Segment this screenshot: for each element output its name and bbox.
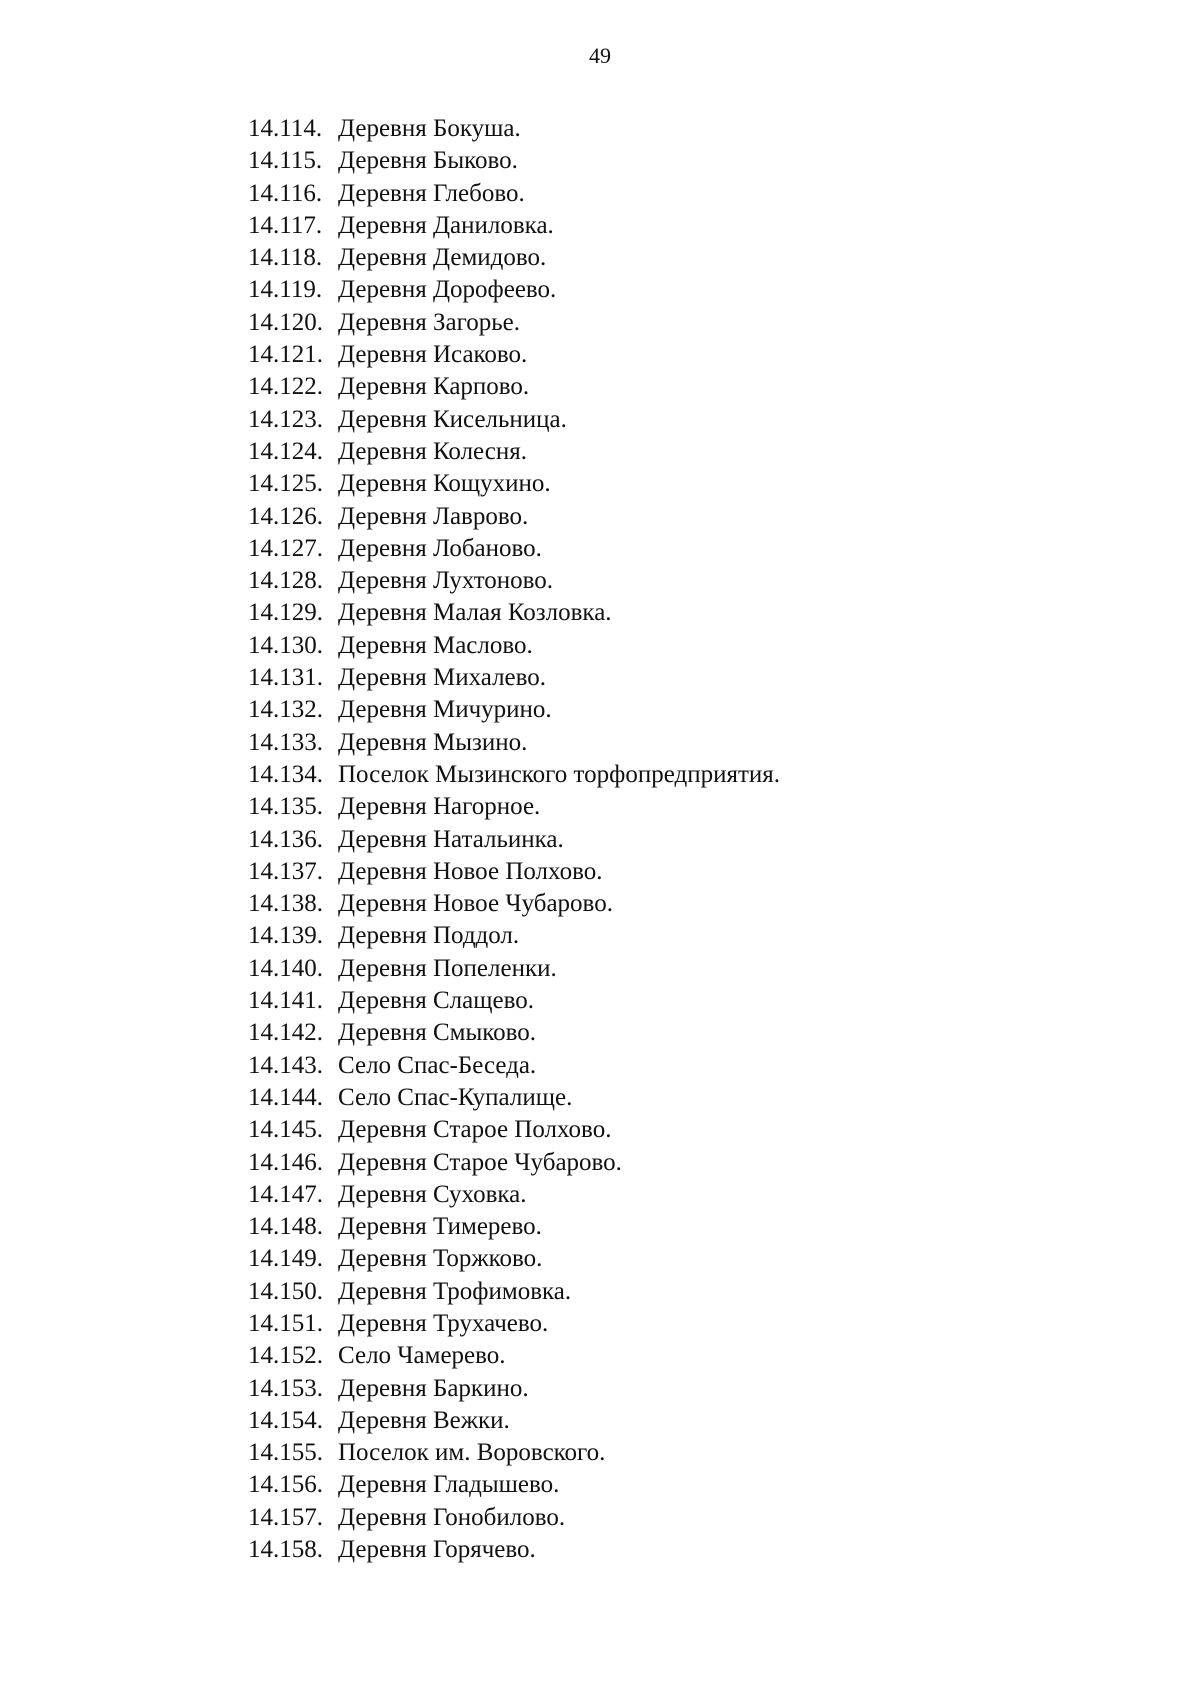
item-text: Деревня Кощухино. [338,470,551,498]
item-text: Деревня Поддол. [338,922,520,950]
item-number: 14.122. [248,373,323,401]
item-text: Село Спас-Купалище. [338,1083,573,1111]
item-text: Поселок Мызинского торфопредприятия. [338,760,781,788]
item-text: Деревня Трофимовка. [338,1277,572,1305]
item-number: 14.157. [248,1503,323,1531]
item-number: 14.155. [248,1439,323,1467]
item-text: Деревня Натальинка. [338,825,564,853]
item-number: 14.117. [248,211,323,239]
item-number: 14.135. [248,793,323,821]
item-text: Деревня Колесня. [338,437,528,465]
item-number: 14.134. [248,760,323,788]
list-item [248,371,1148,403]
list-item [248,1243,1148,1275]
list-item [248,178,1148,210]
list-item [248,274,1148,306]
item-text: Деревня Слащево. [338,987,534,1015]
list-item [248,727,1148,759]
page-number: 49 [589,43,611,68]
list-item [248,953,1148,985]
item-number: 14.153. [248,1374,323,1402]
list-item [248,468,1148,500]
item-text: Деревня Карпово. [338,373,530,401]
item-text: Деревня Гладышево. [338,1471,560,1499]
list-item [248,662,1148,694]
list-item [248,1179,1148,1211]
list-item [248,1276,1148,1308]
item-number: 14.115. [248,147,323,175]
item-text: Деревня Мызино. [338,728,528,756]
item-number: 14.133. [248,728,323,756]
list-item [248,1469,1148,1501]
item-text: Деревня Даниловка. [338,211,554,239]
item-text: Деревня Горячево. [338,1536,536,1564]
item-number: 14.124. [248,437,323,465]
item-text: Деревня Новое Полхово. [338,857,603,885]
item-text: Деревня Демидово. [338,244,547,272]
item-text: Деревня Нагорное. [338,793,541,821]
item-number: 14.146. [248,1148,323,1176]
item-number: 14.131. [248,664,323,692]
item-number: 14.158. [248,1536,323,1564]
item-number: 14.149. [248,1245,323,1273]
list-item [248,888,1148,920]
item-text: Деревня Баркино. [338,1374,529,1402]
list-item [248,1147,1148,1179]
item-text: Деревня Смыково. [338,1019,537,1047]
item-number: 14.141. [248,987,323,1015]
item-number: 14.151. [248,1309,323,1337]
item-text: Деревня Малая Козловка. [338,599,612,627]
item-text: Деревня Кисельница. [338,405,567,433]
item-number: 14.121. [248,341,323,369]
list-item [248,307,1148,339]
item-text: Деревня Попеленки. [338,954,557,982]
item-text: Деревня Дорофеево. [338,276,557,304]
item-text: Деревня Мичурино. [338,696,552,724]
list-item [248,1437,1148,1469]
list-item [248,824,1148,856]
list-item [248,501,1148,533]
list-item [248,404,1148,436]
item-number: 14.127. [248,534,323,562]
list-item [248,1534,1148,1566]
item-number: 14.143. [248,1051,323,1079]
list-item [248,436,1148,468]
item-text: Деревня Торжково. [338,1245,543,1273]
item-number: 14.152. [248,1342,323,1370]
item-number: 14.144. [248,1083,323,1111]
list-item [248,339,1148,371]
list-item [248,565,1148,597]
item-text: Деревня Новое Чубарово. [338,890,613,918]
list-item [248,985,1148,1017]
item-text: Деревня Трухачево. [338,1309,549,1337]
item-text: Деревня Вежки. [338,1406,510,1434]
item-text: Деревня Глебово. [338,179,525,207]
item-text: Деревня Маслово. [338,631,533,659]
list-item [248,1017,1148,1049]
item-number: 14.136. [248,825,323,853]
item-text: Деревня Лухтоново. [338,567,554,595]
item-text: Деревня Лаврово. [338,502,529,530]
list-item [248,533,1148,565]
item-number: 14.123. [248,405,323,433]
item-number: 14.129. [248,599,323,627]
item-number: 14.130. [248,631,323,659]
list-item [248,759,1148,791]
item-text: Поселок им. Воровского. [338,1439,606,1467]
list-item [248,856,1148,888]
item-number: 14.119. [248,276,323,304]
item-number: 14.138. [248,890,323,918]
list-item [248,1114,1148,1146]
list-item [248,1340,1148,1372]
list-item [248,791,1148,823]
item-text: Деревня Исаково. [338,341,528,369]
list-item [248,597,1148,629]
item-text: Деревня Старое Полхово. [338,1116,612,1144]
list-item [248,210,1148,242]
item-text: Деревня Быково. [338,147,518,175]
item-number: 14.142. [248,1019,323,1047]
item-text: Деревня Гонобилово. [338,1503,566,1531]
list-item [248,242,1148,274]
item-number: 14.148. [248,1213,323,1241]
item-text: Деревня Лобаново. [338,534,542,562]
item-text: Деревня Тимерево. [338,1213,542,1241]
item-text: Деревня Михалево. [338,664,547,692]
item-number: 14.114. [248,115,323,142]
list-item [248,1308,1148,1340]
item-number: 14.137. [248,857,323,885]
list-item [248,1405,1148,1437]
item-number: 14.128. [248,567,323,595]
item-number: 14.116. [248,179,323,207]
item-text: Деревня Суховка. [338,1180,527,1208]
list-item [248,630,1148,662]
item-number: 14.125. [248,470,323,498]
list-item [248,1373,1148,1405]
item-number: 14.156. [248,1471,323,1499]
settlement-list [248,113,1148,1566]
list-item [248,1050,1148,1082]
item-text: Деревня Бокуша. [338,115,521,142]
item-text: Село Чамерево. [338,1342,506,1370]
item-number: 14.150. [248,1277,323,1305]
list-item [248,920,1148,952]
list-item [248,113,1148,145]
item-number: 14.140. [248,954,323,982]
item-number: 14.132. [248,696,323,724]
list-item [248,145,1148,177]
list-item [248,694,1148,726]
list-item [248,1211,1148,1243]
list-item [248,1502,1148,1534]
item-number: 14.154. [248,1406,323,1434]
item-number: 14.118. [248,244,323,272]
item-text: Село Спас-Беседа. [338,1051,537,1079]
item-number: 14.139. [248,922,323,950]
item-number: 14.126. [248,502,323,530]
item-text: Деревня Старое Чубарово. [338,1148,622,1176]
item-number: 14.120. [248,308,323,336]
item-text: Деревня Загорье. [338,308,520,336]
item-number: 14.147. [248,1180,323,1208]
item-number: 14.145. [248,1116,323,1144]
list-item [248,1082,1148,1114]
